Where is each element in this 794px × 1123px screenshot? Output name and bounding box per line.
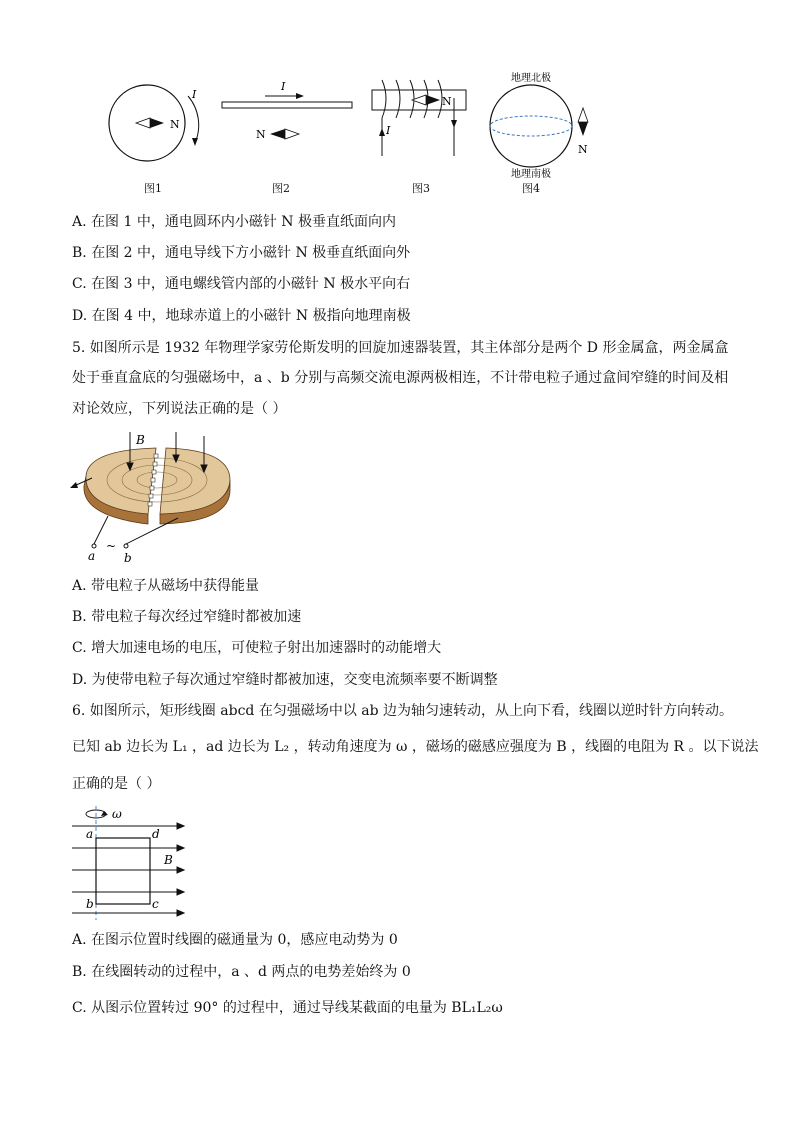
fig4-north-label: 地理北极 xyxy=(511,73,551,84)
fig3-needle-label: N xyxy=(442,95,452,108)
q6-omega-label: ω xyxy=(112,807,122,821)
q5-stem-line-2: 处于垂直盒底的匀强磁场中，a 、b 分别与高频交流电源两极相连，不计带电粒子通过盒间窄缝的时间及相 xyxy=(72,370,729,386)
option-label: B. xyxy=(72,964,87,980)
option-text: 在图 3 中，通电螺线管内部的小磁针 N 极水平向右 xyxy=(86,276,411,292)
q5-terminal-b: b xyxy=(124,551,132,565)
q6-option-b xyxy=(72,962,411,982)
q6-vertex-b: b xyxy=(86,897,94,911)
option-text: 增大加速电场的电压，可使粒子射出加速器时的动能增大 xyxy=(86,640,442,656)
option-label: B. xyxy=(72,609,87,625)
q4-option-c xyxy=(72,274,410,294)
q4-option-a xyxy=(72,212,396,232)
fig1-caption: 图1 xyxy=(144,182,162,195)
option-text: 在图 1 中，通电圆环内小磁针 N 极垂直纸面向内 xyxy=(86,214,396,230)
q4-option-b xyxy=(72,243,410,263)
option-label: D. xyxy=(72,308,88,324)
fig3-diagram xyxy=(372,80,466,156)
q5-option-a xyxy=(72,576,259,596)
option-text: 在图 2 中，通电导线下方小磁针 N 极垂直纸面向外 xyxy=(86,245,411,261)
fig3-caption: 图3 xyxy=(412,182,430,195)
fig1-diagram xyxy=(109,85,199,161)
option-label: C. xyxy=(72,1000,87,1016)
q6-option-c xyxy=(72,998,503,1018)
q5-stem-line-3: 对论效应，下列说法正确的是（ ） xyxy=(72,401,287,417)
option-text: 在图示位置时线圈的磁通量为 0，感应电动势为 0 xyxy=(86,932,398,948)
option-text: 为使带电粒子每次通过窄缝时都被加速，交变电流频率要不断调整 xyxy=(87,672,498,688)
fig2-needle-label: N xyxy=(256,128,266,141)
fig4-needle-label: N xyxy=(578,143,588,156)
q5-field-label: B xyxy=(136,433,145,447)
fig2-caption: 图2 xyxy=(272,182,290,195)
option-label: A. xyxy=(72,932,87,948)
fig2-current-label: I xyxy=(281,80,286,93)
q5-option-b xyxy=(72,607,301,627)
option-text: 带电粒子从磁场中获得能量 xyxy=(86,578,260,594)
q6-vertex-a: a xyxy=(86,827,94,841)
q6-vertex-c: c xyxy=(152,897,159,911)
option-label: B. xyxy=(72,245,87,261)
q6-option-a xyxy=(72,930,398,950)
fig4-needle-icon xyxy=(578,108,588,122)
fig4-diagram xyxy=(490,71,588,180)
option-label: A. xyxy=(72,214,87,230)
option-label: D. xyxy=(72,672,88,688)
option-text: 在线圈转动的过程中，a 、d 两点的电势差始终为 0 xyxy=(86,964,411,980)
option-label: A. xyxy=(72,578,87,594)
q6-field-label: B xyxy=(164,853,173,867)
fig1-needle-label: N xyxy=(170,118,180,131)
q6-coil-figure xyxy=(68,802,198,922)
fig1-needle-icon xyxy=(136,118,150,128)
q5-option-c xyxy=(72,638,441,658)
fig4-south-label: 地理南极 xyxy=(511,169,551,180)
q6-stem-line-2: 已知 ab 边长为 L₁ ，ad 边长为 L₂ ，转动角速度为 ω ，磁场的磁感应强度为 B ，线圈的电阻为 R 。以下说法 xyxy=(72,739,759,755)
q6-stem-line-1: 6. 如图所示，矩形线圈 abcd 在匀强磁场中以 ab 边为轴匀速转动，从上向下看，线圈以逆时针方向转动。 xyxy=(72,703,734,719)
option-text: 在图 4 中，地球赤道上的小磁针 N 极指向地理南极 xyxy=(87,308,411,324)
fig4-caption: 图4 xyxy=(522,182,540,195)
q5-stem-line-1: 5. 如图所示是 1932 年物理学家劳伦斯发明的回旋加速器装置，其主体部分是两个 D 形金属盒，两金属盒 xyxy=(72,340,729,356)
q5-option-d xyxy=(72,670,498,690)
option-text: 从图示位置转过 90° 的过程中，通过导线某截面的电量为 BL₁L₂ω xyxy=(86,1000,503,1016)
q6-stem-line-3: 正确的是（ ） xyxy=(72,776,161,792)
option-text: 带电粒子每次经过窄缝时都被加速 xyxy=(86,609,302,625)
q6-vertex-d: d xyxy=(152,827,160,841)
q5-ac-label: ~ xyxy=(106,539,117,553)
q4-option-d xyxy=(72,306,411,326)
option-label: C. xyxy=(72,276,87,292)
fig1-current-label: I xyxy=(192,88,197,101)
fig2-needle-icon xyxy=(270,129,285,139)
figure-row-top xyxy=(100,68,620,198)
option-label: C. xyxy=(72,640,87,656)
fig2-diagram xyxy=(222,80,352,141)
q5-terminal-a: a xyxy=(88,549,96,563)
fig3-current-label: I xyxy=(386,124,391,137)
q5-cyclotron-figure xyxy=(68,428,238,568)
